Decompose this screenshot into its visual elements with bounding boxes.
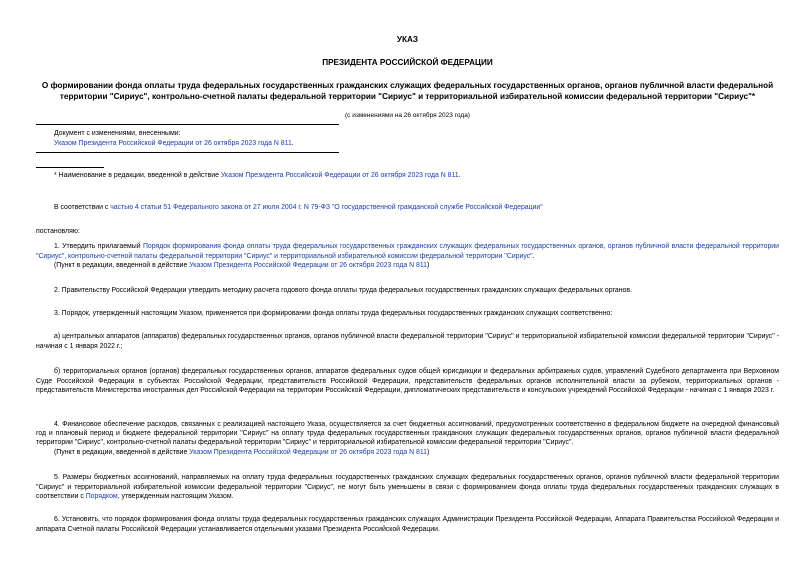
edit-note-suffix: ): [427, 262, 430, 270]
footnote-divider: [36, 167, 104, 168]
paragraph-3a: а) центральных аппаратов (аппаратов) федеральных государственных органов, органов публичной власти федеральной территории "Сириус" и территориальной избирательной комиссии федеральной территории "Сириус" - начиная с 1 января 2022 г.;: [36, 333, 779, 350]
edit-note-link[interactable]: Указом Президента Российской Федерации от 26 октября 2023 года N 811: [189, 448, 427, 456]
legal-basis: [36, 203, 779, 212]
document-changes-suffix: .: [291, 139, 294, 147]
paragraph-5: [36, 473, 779, 501]
paragraph-3: 3. Порядок, утвержденный настоящим Указом, применяется при формировании фонда оплаты труда федеральных государственных гражданских служащих соответственно:: [54, 310, 613, 318]
paragraph-2: 2. Правительству Российской Федерации утвердить методику расчета годового фонда оплаты труда федеральных государственных гражданских служащих федеральных органов.: [54, 286, 632, 294]
edit-note-suffix: ): [427, 448, 430, 456]
edit-note-text: (Пункт в редакции, введенной в действие: [54, 262, 188, 270]
paragraph-1-text: 1. Утвердить прилагаемый: [54, 243, 141, 251]
decree-word: постановляю:: [36, 228, 80, 236]
paragraph-6: 6. Установить, что порядок формирования фонда оплаты труда федеральных государственных гражданских служащих Администрации Президента Российской Федерации, Аппарата Правительства Российской Федерации и аппарата Счетной палаты Российской Федерации устанавливается отдельными указами Президента Российской Федерации.: [36, 516, 779, 533]
federal-law-link[interactable]: частью 4 статьи 51 Федерального закона от 27 июля 2004 г. N 79-ФЗ "О государственной гражданской службе Российской Федерации": [110, 203, 543, 211]
revision-note: (с изменениями на 26 октября 2023 года): [345, 112, 470, 119]
paragraph-5-text: 5. Размеры бюджетных ассигнований, направляемых на оплату труда федеральных государственных гражданских служащих федеральных государственных органов, органов публичной власти федеральной территории "Сириус" и территориальной избирательной комиссии федеральной территории "Сириус", не могут быть уменьшены в связи с формированием фонда оплаты труда федеральных государственных гражданских служащих в соответствии с: [36, 474, 779, 500]
paragraph-4-edit-note: [36, 448, 779, 457]
footnote-suffix: .: [458, 172, 461, 180]
document-changes-box: [36, 124, 339, 153]
legal-basis-text: В соответствии с: [54, 203, 109, 211]
paragraph-1: [36, 242, 779, 261]
document-changes-label: Документ с изменениями, внесенными:: [54, 130, 181, 138]
decree-subject: О формировании фонда оплаты труда федеральных государственных гражданских служащих федеральных государственных органов, органов публичной власти федеральной территории "Сириус", контрольно-счетной палаты федеральной территории "Сириус" и территориальной избирательной комиссии федеральной территории "Сириус"*: [41, 81, 774, 101]
edit-note-text: (Пункт в редакции, введенной в действие: [54, 448, 188, 456]
paragraph-1-edit-note: [36, 261, 779, 270]
paragraph-3b: б) территориальных органов (органов) федеральных государственных органов, аппаратов федеральных судов общей юрисдикции и федеральных арбитражных судов, управлений Судебного департамента при Верховном Суде Российской Федерации в субъектах Российской Федерации, представительств Российской Федерации, представительств федеральных органов исполнительной власти за рубежом, территориальных органов - представительств Министерства иностранных дел Российской Федерации на территории Российской Федерации, дипломатических представительств и консульских учреждений Российской Федерации - начиная с 1 января 2023 г.: [36, 368, 779, 395]
decree-issuer: ПРЕЗИДЕНТА РОССИЙСКОЙ ФЕДЕРАЦИИ: [322, 58, 493, 67]
decree-title: УКАЗ: [396, 35, 419, 44]
paragraph-4: 4. Финансовое обеспечение расходов, связанных с реализацией настоящего Указа, осуществляется за счет бюджетных ассигнований, предусмотренных соответственно в федеральном бюджете на очередной финансовый год и плановый период и бюджете федеральной территории "Сириус" на оплату труда федеральных государственных гражданских служащих федеральных государственных органов, органов публичной власти федеральной территории "Сириус", контрольно-счетной палаты федеральной территории "Сириус" и территориальной избирательной комиссии федеральной территории "Сириус".: [36, 420, 779, 447]
edit-note-link[interactable]: Указом Президента Российской Федерации от 26 октября 2023 года N 811: [189, 262, 427, 270]
footnote-link[interactable]: Указом Президента Российской Федерации от 26 октября 2023 года N 811: [220, 172, 459, 180]
paragraph-1-suffix: .: [532, 252, 535, 260]
document-changes-line: [54, 139, 339, 148]
footnote: [36, 171, 779, 180]
amending-decree-link[interactable]: Указом Президента Российской Федерации от 26 октября 2023 года N 811: [54, 139, 292, 147]
procedure-link-short[interactable]: Порядком: [85, 492, 118, 500]
footnote-text: * Наименование в редакции, введенной в действие: [54, 172, 219, 180]
procedure-link[interactable]: Порядок формирования фонда оплаты труда федеральных государственных гражданских служащих федеральных государственных органов, органов публичной власти федеральной территории "Сириус", контрольно-счетной палаты федеральной территории "Сириус" и территориальной избирательной комиссии федеральной территории "Сириус": [36, 243, 779, 260]
paragraph-5-suffix: , утвержденным настоящим Указом.: [117, 492, 234, 500]
